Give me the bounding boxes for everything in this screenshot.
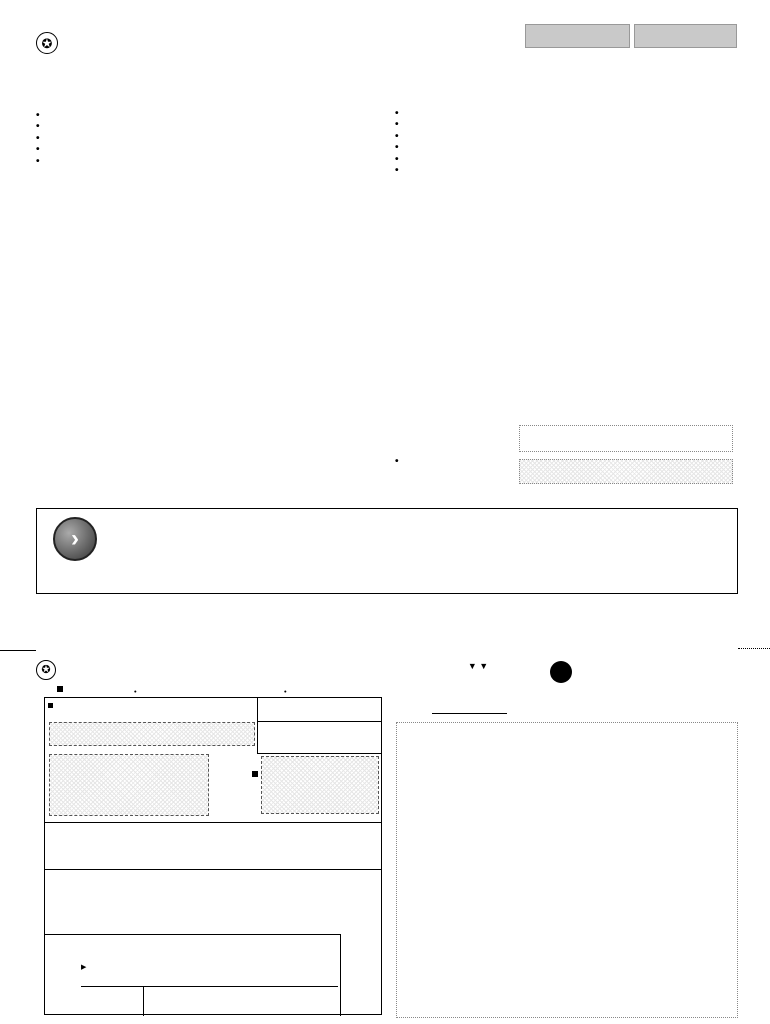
left-instructions [36,98,368,178]
webfile-arrow-icon: › [53,517,97,561]
outlet-address-field[interactable] [45,822,382,870]
blacken-divider [340,934,341,1016]
general-item-hand [395,165,737,176]
form-left-panel [44,697,382,1015]
criteria-list [36,110,368,167]
criteria-item [36,144,368,155]
hand-digit-boxes [520,426,732,451]
clear-form-button[interactable] [634,24,737,48]
signature-line[interactable] [81,986,338,987]
shaded-block [49,754,209,816]
a-code [57,681,68,695]
general-list [395,108,737,176]
typed-instruction: • [395,456,399,467]
outlet-number-field[interactable] [261,756,379,814]
white-areas-note: • [284,687,287,696]
mailing-divider [45,934,340,935]
general-item [395,154,737,165]
no-fold-note: • [134,687,137,696]
oob-date-line[interactable] [432,713,507,714]
outlet-marker [252,771,258,777]
due-date-field[interactable] [257,722,382,754]
typed-digit-sample [519,459,733,484]
criteria-item [36,156,368,167]
c-label [48,701,58,709]
general-item [395,108,737,119]
form-items-panel [396,722,738,1018]
criteria-item [36,121,368,132]
general-item [395,131,737,142]
filing-period-label [258,698,382,702]
webfile-banner [36,508,738,594]
cut-mark-left [0,650,36,651]
date-divider [143,986,144,1016]
general-item [395,142,737,153]
print-form-button[interactable] [525,24,630,48]
sign-by-label: ▶ [81,962,87,971]
cut-mark-right [738,648,770,649]
registration-dot [550,661,572,683]
due-date-label [258,722,382,726]
right-instructions [395,98,737,176]
filing-period-field[interactable] [257,698,382,722]
general-item [395,119,737,130]
hand-digit-sample [519,425,733,452]
taxpayer-number-field[interactable] [49,722,255,746]
comptroller-seal-icon: ✪ [36,32,58,54]
out-of-business-block: ▼ ▼ [467,661,489,671]
form-seal-icon: ✪ [36,660,56,680]
criteria-item [36,110,368,121]
outlet-address-label [45,823,382,827]
criteria-item [36,133,368,144]
